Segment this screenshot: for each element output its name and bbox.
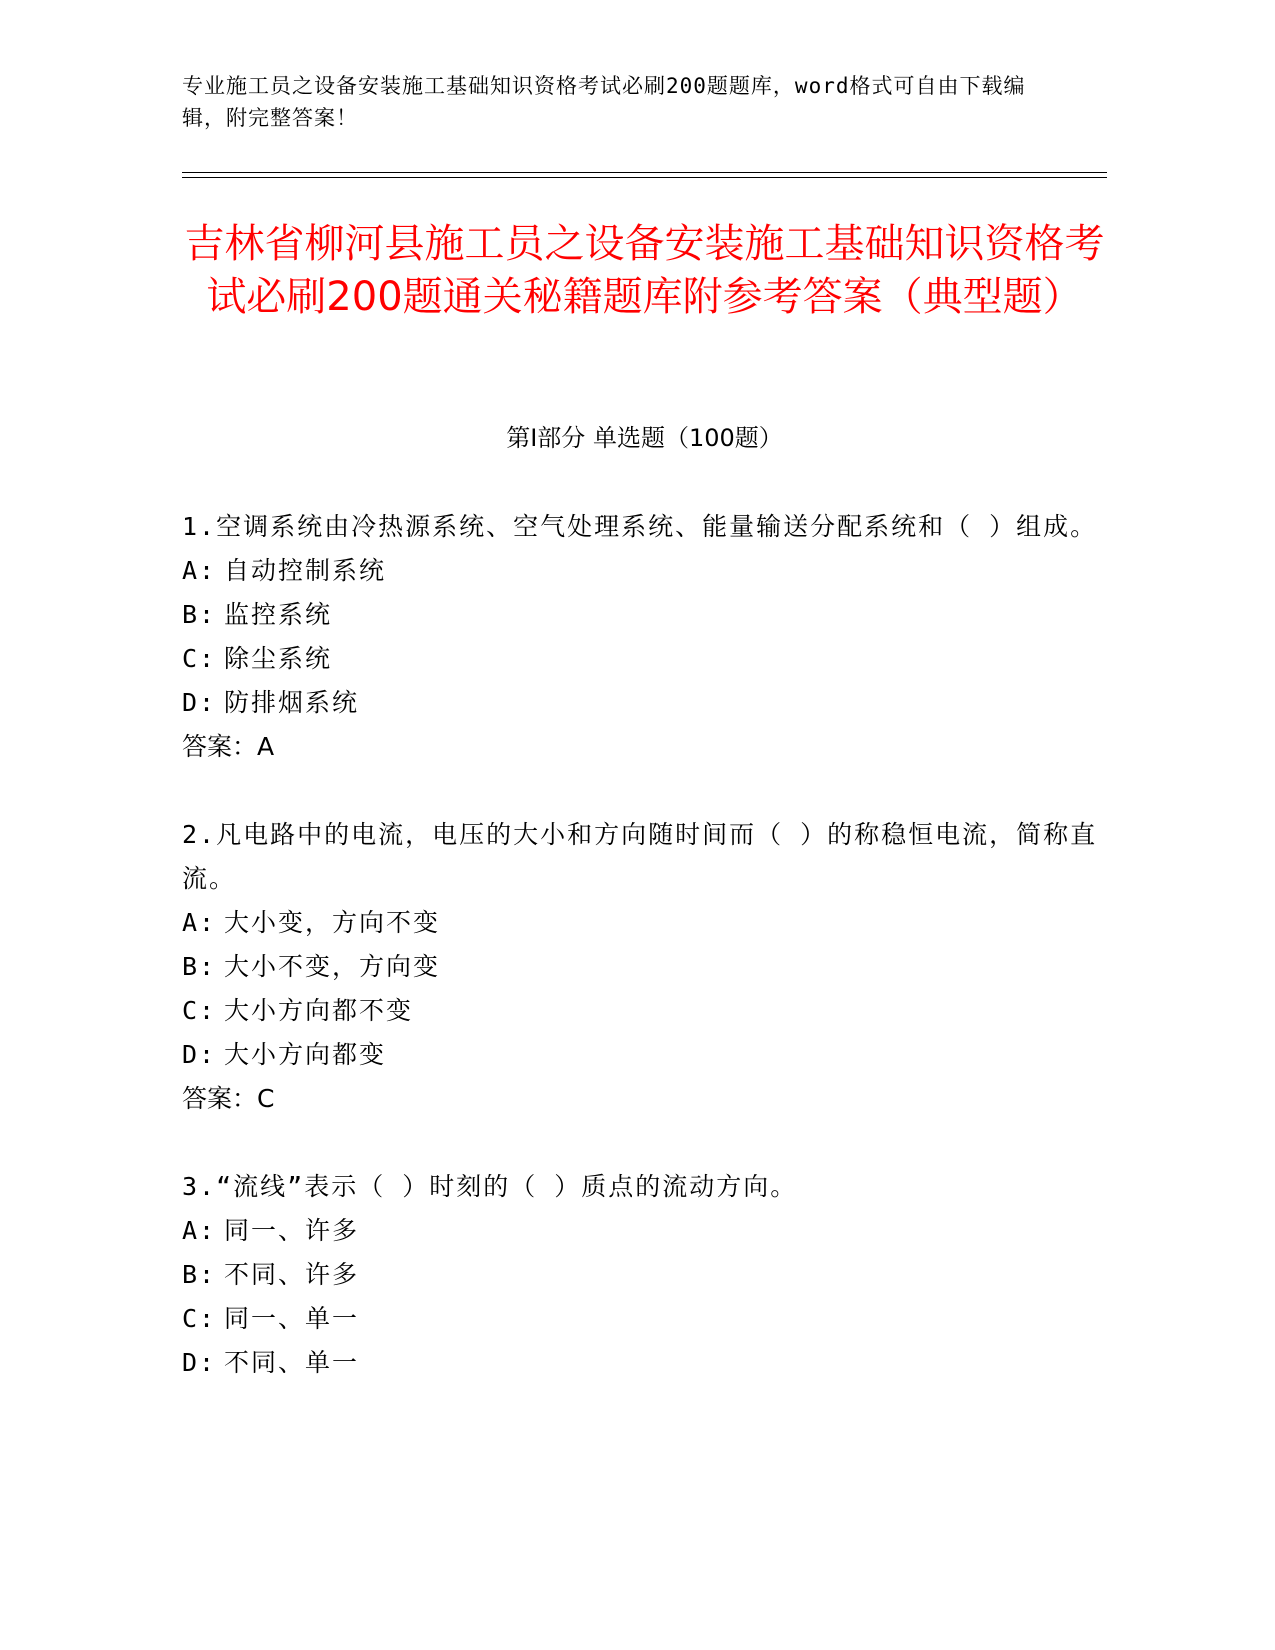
option-text: 不同、许多 [224, 1260, 360, 1289]
header-note: 专业施工员之设备安装施工基础知识资格考试必刷200题题库，word格式可自由下载编辑，附完整答案！ [182, 74, 1026, 130]
answer-value: A [257, 732, 275, 761]
question-option [182, 1253, 1107, 1297]
question-stem: 3.“流线”表示（ ）时刻的（ ）质点的流动方向。 [182, 1172, 798, 1201]
option-text: 防排烟系统 [224, 688, 360, 717]
option-text: 大小变，方向不变 [224, 908, 441, 937]
option-text: 自动控制系统 [224, 556, 387, 585]
question-item [182, 813, 1107, 1121]
document-title: 吉林省柳河县施工员之设备安装施工基础知识资格考试必刷200题通关秘籍题库附参考答案（典型题） [184, 221, 1105, 320]
option-letter: A: [182, 908, 217, 937]
option-letter: A: [182, 556, 217, 585]
option-text: 大小方向都变 [224, 1040, 387, 1069]
option-letter: B: [182, 600, 217, 629]
option-text: 不同、单一 [224, 1348, 360, 1377]
question-option [182, 549, 1107, 593]
option-letter: D: [182, 688, 217, 717]
question-item [182, 505, 1107, 769]
answer-label: 答案： [182, 1084, 258, 1113]
question-option [182, 1033, 1107, 1077]
question-option [182, 681, 1107, 725]
answer-label: 答案： [182, 732, 258, 761]
option-text: 同一、许多 [224, 1216, 360, 1245]
question-option [182, 901, 1107, 945]
question-option [182, 989, 1107, 1033]
option-letter: B: [182, 1260, 217, 1289]
option-letter: C: [182, 644, 217, 673]
option-text: 监控系统 [224, 600, 333, 629]
question-list [182, 505, 1107, 1429]
option-letter: A: [182, 1216, 217, 1245]
option-text: 大小方向都不变 [224, 996, 414, 1025]
header-divider-bottom [182, 177, 1107, 178]
question-option [182, 1341, 1107, 1385]
question-answer [182, 1077, 1107, 1121]
question-option [182, 593, 1107, 637]
option-text: 除尘系统 [224, 644, 333, 673]
answer-value: C [257, 1084, 275, 1113]
question-stem: 2.凡电路中的电流，电压的大小和方向随时间而（ ）的称稳恒电流，简称直流。 [182, 820, 1098, 893]
option-letter: B: [182, 952, 217, 981]
option-letter: C: [182, 1304, 217, 1333]
option-letter: D: [182, 1040, 217, 1069]
question-option [182, 1209, 1107, 1253]
option-text: 大小不变，方向变 [224, 952, 441, 981]
option-letter: C: [182, 996, 217, 1025]
header-divider-top [182, 172, 1107, 173]
option-text: 同一、单一 [224, 1304, 360, 1333]
question-answer [182, 725, 1107, 769]
question-option [182, 1297, 1107, 1341]
question-stem: 1.空调系统由冷热源系统、空气处理系统、能量输送分配系统和（ ）组成。 [182, 512, 1098, 541]
question-option [182, 945, 1107, 989]
question-item [182, 1165, 1107, 1385]
question-option [182, 637, 1107, 681]
option-letter: D: [182, 1348, 217, 1377]
section-heading: 第I部分 单选题（100题） [506, 424, 783, 452]
